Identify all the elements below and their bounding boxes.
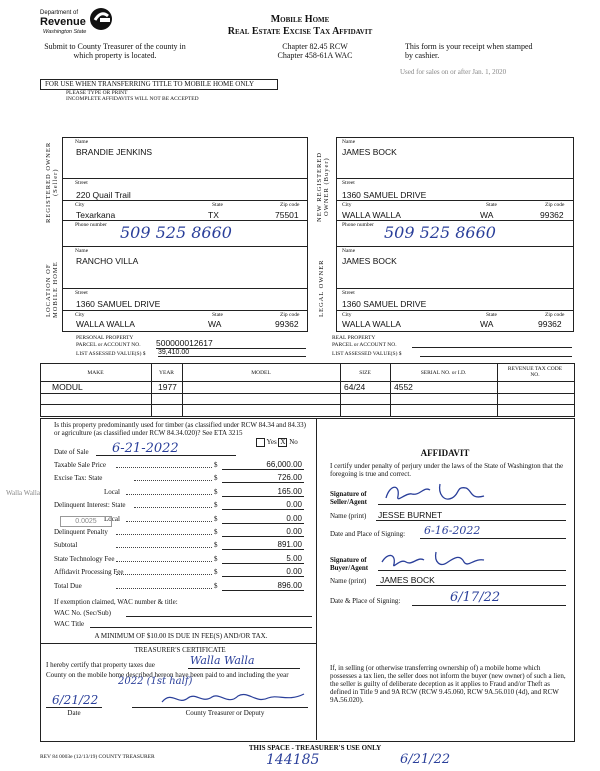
treasurer-deputy-label: County Treasurer or Deputy: [185, 709, 265, 717]
tax-row-value: 66,000.00: [266, 460, 302, 469]
tax-row-dollar: $: [214, 528, 218, 536]
real-parcel-label: PARCEL or ACCOUNT NO.: [332, 342, 397, 348]
tax-row-dollar: $: [214, 474, 218, 483]
legal-state: WA: [480, 319, 494, 329]
tax-row-value: 0.00: [286, 500, 302, 510]
buyer-city: WALLA WALLA: [342, 210, 401, 220]
buyer-signature-icon: [378, 548, 488, 572]
location-city: WALLA WALLA: [76, 319, 135, 329]
seller-city: Texarkana: [76, 210, 116, 220]
treasurer-stamp-number: 144185: [266, 752, 320, 768]
dor-logo-icon: [88, 6, 118, 32]
tax-row-value: 0.00: [286, 513, 302, 523]
seller-street-label: Street: [75, 180, 88, 186]
dept-line1: Department of: [40, 10, 79, 16]
seller-street: 220 Quail Trail: [76, 190, 131, 200]
legal-zip: 99362: [538, 319, 562, 329]
buyer-name-print: JAMES BOCK: [380, 575, 435, 585]
buyer-date: 6/17/22: [450, 590, 501, 605]
tax-row-line: [222, 536, 304, 537]
dor-logo: [40, 6, 120, 36]
tax-row-leader: [134, 507, 212, 508]
tax-row-dollar: $: [214, 461, 218, 469]
legal-state-label: State: [486, 312, 497, 318]
tax-row-value: 726.00: [277, 473, 302, 483]
seller-name-print-label: Name (print): [330, 512, 367, 520]
location-name-label: Name: [75, 248, 89, 254]
buyer-street: 1360 SAMUEL DRIVE: [342, 190, 427, 200]
print-note: PLEASE TYPE OR PRINT: [66, 90, 128, 96]
treasurer-use-label: THIS SPACE - TREASURER'S USE ONLY: [248, 744, 382, 752]
location-city-label: City: [75, 312, 85, 318]
affidavit-title: AFFIDAVIT: [420, 448, 470, 458]
exemption-label: If exemption claimed, WAC number & title:: [54, 598, 178, 606]
treasurer-year: 2022 (1st half): [118, 676, 193, 687]
tax-row-label: Total Due: [54, 581, 82, 590]
date-of-sale: 6-21-2022: [112, 441, 179, 456]
seller-phone-label: Phone number: [75, 222, 107, 228]
seller-date: 6-16-2022: [424, 524, 481, 537]
incomplete-note: INCOMPLETE AFFIDAVITS WILL NOT BE ACCEPTED: [66, 96, 199, 102]
location-state: WA: [208, 319, 222, 329]
seller-side-label: REGISTERED OWNER (Seller): [45, 141, 59, 223]
buyer-name-print-label: Name (print): [330, 577, 367, 585]
seller-zip-label: Zip code: [280, 202, 300, 208]
vehicle-make: MODUL: [52, 382, 83, 392]
date-of-sale-label: Date of Sale: [54, 448, 89, 456]
tax-row-value: 891.00: [277, 540, 302, 550]
tax-row-value: 5.00: [286, 553, 302, 563]
tax-row-line: [222, 482, 304, 483]
seller-state-label: State: [212, 202, 223, 208]
legal-name-label: Name: [342, 248, 356, 254]
timber-yes-no: [256, 438, 298, 447]
personal-assessed-label: LIST ASSESSED VALUE(S) $: [76, 351, 146, 357]
dept-line3: Washington State: [43, 29, 87, 35]
fraud-note: If, in selling (or otherwise transferring ownership of) a mobile home which possesses a tax lien, the seller does not inform the buyer (new owner) of such a lien, the seller is guilty of deliberate deception as it applies to Fraud and/or Theft as defined in Title 9 and 9A RCW (RCW 9.45.060, RCW 9A.56.010 (4d), and RCW 9A.56.020).: [330, 664, 566, 704]
tax-row-dollar: $: [214, 568, 218, 577]
tax-row-line: [222, 496, 304, 497]
buyer-signature-label: Signature of Buyer/Agent: [330, 556, 369, 572]
tax-row-value: 0.00: [286, 527, 302, 536]
tax-row-leader: [126, 494, 212, 495]
personal-property-label: PERSONAL PROPERTY: [76, 335, 134, 341]
tax-row-dollar: $: [214, 501, 218, 510]
timber-no-checkbox[interactable]: [278, 438, 287, 447]
real-assessed-line: [420, 356, 572, 357]
tax-row-line: [222, 590, 304, 591]
wac-no-label: WAC No. (Sec/Sub): [54, 609, 111, 617]
seller-name-print: JESSE BURNET: [378, 510, 443, 520]
location-street: 1360 SAMUEL DRIVE: [76, 299, 161, 309]
vehicle-header-tax-code: REVENUE TAX CODE NO.: [507, 366, 563, 378]
real-property-label: REAL PROPERTY: [332, 335, 376, 341]
seller-state: TX: [208, 210, 219, 220]
buyer-name-label: Name: [342, 139, 356, 145]
tax-row-line: [222, 563, 304, 564]
tax-row-line: [222, 509, 304, 510]
tax-row-line: [222, 469, 304, 470]
form-title-1: Mobile Home: [270, 14, 330, 25]
tax-row-leader: [116, 467, 212, 468]
tax-row-value: 0.00: [286, 567, 302, 577]
legal-street: 1360 SAMUEL DRIVE: [342, 299, 427, 309]
receipt-text: This form is your receipt when stamped by cashier.: [405, 42, 533, 60]
submit-text: Submit to County Treasurer of the county in which property is located.: [44, 42, 186, 60]
seller-signature-label: Signature of Seller/Agent: [330, 490, 367, 506]
local-rate-box: 0.0025: [60, 516, 112, 527]
treasurer-stamp-date: 6/21/22: [400, 752, 451, 767]
seller-phone: 509 525 8660: [120, 223, 232, 242]
location-state-label: State: [212, 312, 223, 318]
vehicle-header-serial: SERIAL NO. or I.D.: [420, 370, 467, 376]
chapter-wac: Chapter 458-61A WAC: [277, 51, 353, 60]
wac-title-label: WAC Title: [54, 620, 85, 628]
tax-row-line: [222, 576, 304, 577]
seller-date-label: Date and Place of Signing:: [330, 530, 406, 538]
buyer-street-label: Street: [342, 180, 355, 186]
vehicle-size: 64/24: [344, 382, 366, 392]
tax-row-label: Local: [104, 487, 120, 496]
tax-row-leader: [116, 547, 212, 548]
tax-row-label: Affidavit Processing Fee: [54, 568, 124, 577]
form-title-2: Real Estate Excise Tax Affidavit: [227, 26, 373, 37]
timber-yes-checkbox[interactable]: [256, 438, 265, 447]
buyer-side-label: NEW REGISTERED OWNER (Buyer): [316, 151, 330, 223]
seller-name: BRANDIE JENKINS: [76, 147, 153, 157]
buyer-zip-label: Zip code: [545, 202, 565, 208]
tax-row-label: Delinquent Penalty: [54, 528, 108, 536]
location-side-label: LOCATION OF MOBILE HOME: [45, 261, 59, 319]
seller-signature-icon: [380, 480, 490, 506]
buyer-date-label: Date & Place of Signing:: [330, 597, 401, 605]
tax-row-leader: [126, 521, 212, 522]
location-zip-label: Zip code: [280, 312, 300, 318]
location-zip: 99362: [275, 319, 299, 329]
tax-row-leader: [134, 480, 212, 481]
tax-row-dollar: $: [214, 541, 218, 550]
tax-row-label: State Technology Fee: [54, 554, 115, 563]
lower-divider: [316, 418, 317, 740]
transfer-note: [40, 79, 278, 90]
seller-name-label: Name: [75, 139, 89, 145]
vehicle-serial: 4552: [394, 382, 413, 392]
treasurer-line1: I hereby certify that property taxes due: [46, 661, 155, 669]
affidavit-statement: I certify under penalty of perjury under the laws of the State of Washington that the foregoing is true and correct.: [330, 462, 564, 478]
buyer-zip: 99362: [540, 210, 564, 220]
treasurer-date-label: Date: [67, 709, 81, 717]
treasurer-date: 6/21/22: [52, 693, 99, 707]
personal-parcel-value: 500000012617: [156, 338, 306, 349]
timber-question: Is this property predominantly used for timber (as classified under RCW 84.34 and 84.33) or agriculture (as classified under RCW 84.34.020)? See ETA 3215: [54, 421, 307, 437]
vehicle-header-make: MAKE: [87, 370, 104, 376]
minimum-note: A MINIMUM OF $10.00 IS DUE IN FEE(S) AND/OR TAX.: [94, 632, 268, 640]
vehicle-header-model: MODEL: [251, 370, 271, 376]
tax-row-value: 165.00: [277, 486, 302, 496]
tax-row-label: Excise Tax: State: [54, 474, 103, 483]
treasurer-county-line: [188, 668, 300, 669]
tax-row-leader: [116, 588, 212, 589]
tax-row-leader: [116, 534, 212, 535]
legal-zip-label: Zip code: [545, 312, 565, 318]
tax-row-dollar: $: [214, 514, 218, 523]
timber-no-mark: X: [280, 438, 286, 446]
vehicle-header-year: YEAR: [159, 370, 174, 376]
tax-row-dollar: $: [214, 554, 218, 563]
buyer-phone: 509 525 8660: [384, 223, 496, 242]
buyer-state-label: State: [486, 202, 497, 208]
tax-row-line: [222, 549, 304, 550]
legal-name: JAMES BOCK: [342, 256, 397, 266]
tax-row-label: Delinquent Interest: State: [54, 501, 126, 510]
real-assessed-label: LIST ASSESSED VALUE(S) $: [332, 351, 402, 357]
seller-city-label: City: [75, 202, 85, 208]
tax-row-dollar: $: [214, 487, 218, 496]
location-street-label: Street: [75, 290, 88, 296]
personal-assessed-value: 39,410.00: [158, 349, 306, 357]
tax-row-leader: [116, 561, 212, 562]
treasurer-cert-title: TREASURER'S CERTIFICATE: [134, 646, 226, 654]
timber-yes-label: Yes: [266, 438, 277, 447]
real-parcel-line: [412, 347, 572, 348]
timber-no-label: No: [289, 438, 298, 447]
dept-line2: Revenue: [40, 16, 86, 28]
treasurer-county: Walla Walla: [190, 654, 255, 667]
buyer-state: WA: [480, 210, 494, 220]
used-for-date: Used for sales on or after Jan. 1, 2020: [400, 68, 507, 76]
walla-walla-margin: Walla Walla: [6, 489, 40, 497]
tax-row-label: Subtotal: [54, 541, 78, 550]
tax-row-dollar: $: [214, 581, 218, 590]
tax-row-value: 896.00: [277, 580, 302, 590]
wac-no-line: [126, 616, 312, 617]
treasurer-line2: County on the mobile home described hereon have been paid to and including the year: [46, 671, 289, 679]
tax-row-line: [222, 523, 304, 524]
location-name: RANCHO VILLA: [76, 256, 139, 266]
buyer-city-label: City: [342, 202, 352, 208]
legal-city-label: City: [342, 312, 352, 318]
vehicle-header-size: SIZE: [359, 370, 371, 376]
footer-rev: REV 84 0003e (12/13/19) COUNTY TREASURER: [40, 754, 155, 760]
wac-title-line: [90, 627, 312, 628]
legal-city: WALLA WALLA: [342, 319, 401, 329]
seller-zip: 75501: [275, 210, 299, 220]
personal-parcel-label: PARCEL or ACCOUNT NO.: [76, 342, 141, 348]
legal-street-label: Street: [342, 290, 355, 296]
legal-side-label: LEGAL OWNER: [318, 259, 325, 317]
transfer-note-text: FOR USE WHEN TRANSFERRING TITLE TO MOBILE HOME ONLY: [45, 80, 255, 88]
tax-row-leader: [116, 574, 212, 575]
tax-row-label: Taxable Sale Price: [54, 461, 106, 469]
vehicle-year: 1977: [158, 382, 177, 392]
chapter-rcw: Chapter 82.45 RCW: [282, 42, 348, 51]
buyer-phone-label: Phone number: [342, 222, 374, 228]
tax-row-label: Local: [104, 514, 120, 523]
buyer-name: JAMES BOCK: [342, 147, 397, 157]
